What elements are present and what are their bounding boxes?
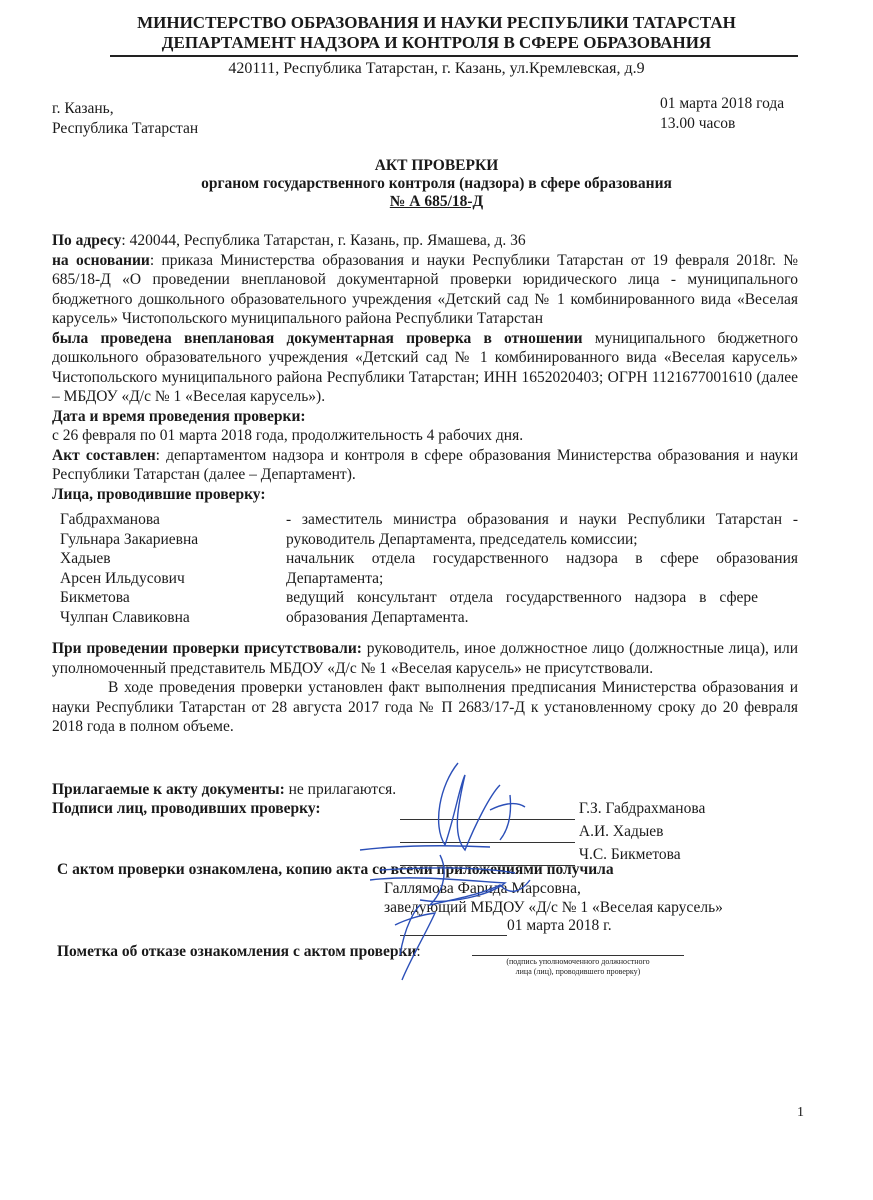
- refusal-signature-line: [472, 940, 684, 956]
- signature-line: [400, 827, 575, 843]
- act-date: 01 марта 2018 года: [660, 95, 785, 112]
- person-role: начальник отдела государственного надзора в сфере образования Департамента;: [286, 550, 798, 587]
- act-time: 13.00 часов: [660, 114, 736, 132]
- header-divider: [110, 55, 798, 57]
- persons-label: Лица, проводившие проверку:: [52, 485, 266, 503]
- recipient-name: Галлямова Фарида Марсовна,: [384, 880, 581, 897]
- header-address: 420111, Республика Татарстан, г. Казань, ул.Кремлевская, д.9: [228, 60, 645, 77]
- present-label: При проведении проверки присутствовали:: [52, 640, 362, 657]
- recipient-date-row: [400, 916, 612, 936]
- act-paragraph: [52, 446, 798, 485]
- act-body: [52, 231, 798, 737]
- caption-line: лица (лиц), проводившего проверку): [515, 967, 641, 976]
- address-value: : 420044, Республика Татарстан, г. Казань, пр. Ямашева, д. 36: [121, 232, 526, 249]
- ministry-name: МИНИСТЕРСТВО ОБРАЗОВАНИЯ И НАУКИ РЕСПУБЛИКИ ТАТАРСТАН: [137, 13, 736, 32]
- signer-row: [400, 797, 705, 820]
- signatures-label: Подписи лиц, проводивших проверку:: [52, 800, 321, 817]
- signature-line: [400, 920, 507, 936]
- datetime-block: [660, 94, 784, 133]
- act-label: Акт составлен: [52, 446, 156, 464]
- signer-name: Ч.С. Бикметова: [578, 846, 681, 863]
- refusal-caption: [472, 957, 684, 977]
- title-main: АКТ ПРОВЕРКИ: [374, 157, 499, 174]
- basis-label: на основании: [52, 251, 150, 269]
- finding-paragraph: В ходе проведения проверки установлен факт выполнения предписания Министерства образования и науки Республики Татарстан от 28 августа 2017 года № П 2683/17-Д к установленному сроку до 20 февраля 2018 года в полном объеме.: [52, 679, 798, 735]
- signer-name: А.И. Хадыев: [578, 823, 664, 840]
- page-number: 1: [797, 1105, 804, 1120]
- act-value: : департаментом надзора и контроля в сфере образования Министерства образования и науки Республики Татарстан (далее – Департамент).: [52, 446, 798, 483]
- attached-value: не прилагаются.: [284, 781, 397, 798]
- acquainted-label: С актом проверки ознакомлена, копию акта со всеми приложениями получила: [57, 861, 614, 878]
- place-block: [52, 99, 198, 138]
- signer-row: [400, 820, 705, 843]
- present-value: руководитель, иное должностное лицо (должностные лица), или уполномоченный представитель МБДОУ «Д/с № 1 «Веселая карусель» не присутствовали.: [52, 640, 799, 677]
- present-paragraph: [52, 639, 798, 678]
- place-region: Республика Татарстан: [52, 119, 199, 137]
- basis-paragraph: [52, 251, 798, 329]
- department-name: ДЕПАРТАМЕНТ НАДЗОРА И КОНТРОЛЯ В СФЕРЕ ОБРАЗОВАНИЯ: [161, 33, 712, 52]
- recipient-date: 01 марта 2018 г.: [507, 917, 612, 934]
- person-name: Габдрахманова Гульнара Закариевна: [60, 511, 199, 548]
- table-row: [60, 588, 798, 627]
- caption-line: (подпись уполномоченного должностного: [506, 957, 650, 966]
- check-label: была проведена внеплановая документарная проверка в отношении: [52, 329, 583, 347]
- place-city: г. Казань,: [52, 100, 114, 117]
- table-row: [60, 510, 798, 549]
- address-label: По адресу: [52, 232, 122, 249]
- signers-block: [400, 797, 705, 866]
- person-name: Бикметова Чулпан Славиковна: [60, 589, 190, 626]
- refusal-label: Пометка об отказе ознакомления с актом проверки: [57, 943, 417, 960]
- dates-label: Дата и время проведения проверки:: [52, 407, 306, 425]
- person-role: - заместитель министра образования и науки Республики Татарстан - руководитель Департамента, председатель комиссии;: [286, 511, 798, 548]
- recipient-role: заведующий МБДОУ «Д/с № 1 «Веселая карусель»: [384, 899, 723, 916]
- person-name: Хадыев Арсен Ильдусович: [60, 550, 185, 587]
- signer-name: Г.З. Габдрахманова: [578, 800, 706, 817]
- signature-line: [400, 804, 575, 820]
- refusal-paragraph: [57, 942, 421, 962]
- attached-paragraph: [52, 780, 396, 800]
- title-sub: органом государственного контроля (надзора) в сфере образования: [201, 175, 672, 192]
- check-value: муниципального бюджетного дошкольного образовательного учреждения «Детский сад № 1 комбинированного вида «Веселая карусель» Чистопольского муниципального района Республики Татарстан; ИНН 1652020403; ОГРН 1121677001610 (далее – МБДОУ «Д/с № 1 «Веселая карусель»).: [52, 329, 798, 405]
- dates-value: с 26 февраля по 01 марта 2018 года, продолжительность 4 рабочих дня.: [52, 427, 524, 444]
- address-paragraph: [52, 231, 798, 251]
- document-title: [0, 157, 873, 211]
- refusal-colon: :: [416, 943, 421, 960]
- attached-label: Прилагаемые к акту документы:: [52, 781, 285, 798]
- persons-table: [60, 510, 798, 627]
- table-row: [60, 549, 798, 588]
- basis-value: : приказа Министерства образования и науки Республики Татарстан от 19 февраля 2018г. № 685/18-Д «О проведении внеплановой документарной проверки юридического лица - муниципального бюджетного дошкольного образовательного учреждения «Детский сад № 1 комбинированного вида «Веселая карусель» Чистопольского муниципального района Республики Татарстан: [52, 251, 798, 327]
- check-paragraph: [52, 329, 798, 407]
- act-number: № А 685/18-Д: [389, 193, 484, 210]
- person-role: ведущий консультант отдела государственного надзора в сфере образования Департамента.: [286, 589, 758, 626]
